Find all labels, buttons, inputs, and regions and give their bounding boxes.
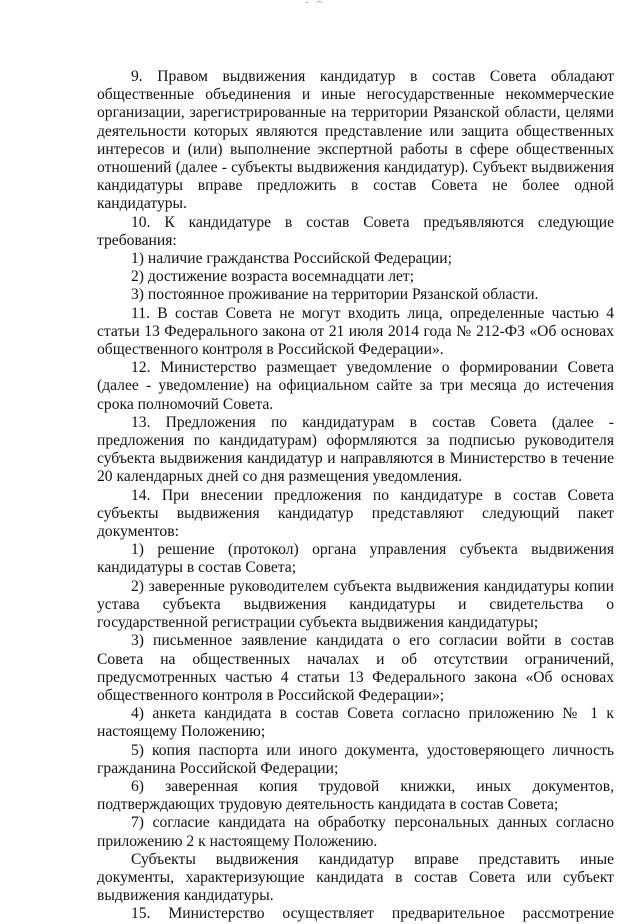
requirement-2: 2) достижение возраста восемнадцати лет; [131, 268, 415, 286]
scan-mark: - ~ [305, 0, 326, 8]
document-item-7: 7) согласие кандидата на обработку персональных данных согласно приложению 2 к настоящему Положению. [97, 814, 614, 850]
paragraph-14: 14. При внесении предложения по кандидатуре в состав Совета субъекты выдвижения кандидатур представляют следующий пакет документов: [97, 486, 614, 541]
requirement-3: 3) постоянное проживание на территории Рязанской области. [131, 286, 539, 304]
document-item-1: 1) решение (протокол) органа управления субъекта выдвижения кандидатуры в состав Совета; [97, 541, 614, 577]
document-item-4: 4) анкета кандидата в состав Совета согласно приложению № 1 к настоящему Положению; [97, 705, 614, 741]
document-item-3: 3) письменное заявление кандидата о его согласии войти в состав Совета на общественных началах и об отсутствии ограничений, предусмотренных частью 4 статьи 13 Федерального закона «Об основах общественного контроля в Российской Федерации»; [97, 632, 614, 704]
paragraph-9: 9. Правом выдвижения кандидатур в состав Совета обладают общественные объединения и иные негосударственные некоммерческие организации, зарегистрированные на территории Рязанской области, целями деятельности которых являются представление или защита общественных интересов и (или) выполнение экспертной работы в сфере общественных отношений (далее - субъекты выдвижения кандидатур). Субъект выдвижения кандидатуры вправе предложить в состав Совета не более одной кандидатуры. [97, 68, 614, 213]
requirement-1: 1) наличие гражданства Российской Федерации; [131, 250, 452, 268]
paragraph-13: 13. Предложения по кандидатурам в состав Совета (далее - предложения по кандидатурам) оформляются за подписью руководителя субъекта выдвижения кандидатур и направляются в Министерство в течение 20 календарных дней со дня размещения уведомления. [97, 413, 614, 486]
other-documents-paragraph: Субъекты выдвижения кандидатур вправе представить иные документы, характеризующие кандидата в состав Совета или субъект выдвижения кандидатуры. [97, 850, 614, 905]
document-item-6: 6) заверенная копия трудовой книжки, иных документов, подтверждающих трудовую деятельность кандидата в состав Совета; [97, 777, 614, 814]
paragraph-11: 11. В состав Совета не могут входить лица, определенные частью 4 статьи 13 Федерального закона от 21 июля 2014 года № 212-ФЗ «Об основах общественного контроля в Российской Федерации». [97, 304, 614, 359]
paragraph-15: 15. Министерство осуществляет предварительное рассмотрение [131, 905, 614, 923]
paragraph-12: 12. Министерство размещает уведомление о формировании Совета (далее - уведомление) на официальном сайте за три месяца до истечения срока полномочий Совета. [97, 359, 614, 413]
document-item-5: 5) копия паспорта или иного документа, удостоверяющего личность гражданина Российской Федерации; [97, 741, 614, 777]
document-item-2: 2) заверенные руководителем субъекта выдвижения кандидатуры копии устава субъекта выдвижения кандидатуры и свидетельства о государственной регистрации субъекта выдвижения кандидатуры; [97, 577, 614, 632]
paragraph-10: 10. К кандидатуре в состав Совета предъявляются следующие требования: [97, 213, 614, 249]
document-body [97, 68, 614, 924]
